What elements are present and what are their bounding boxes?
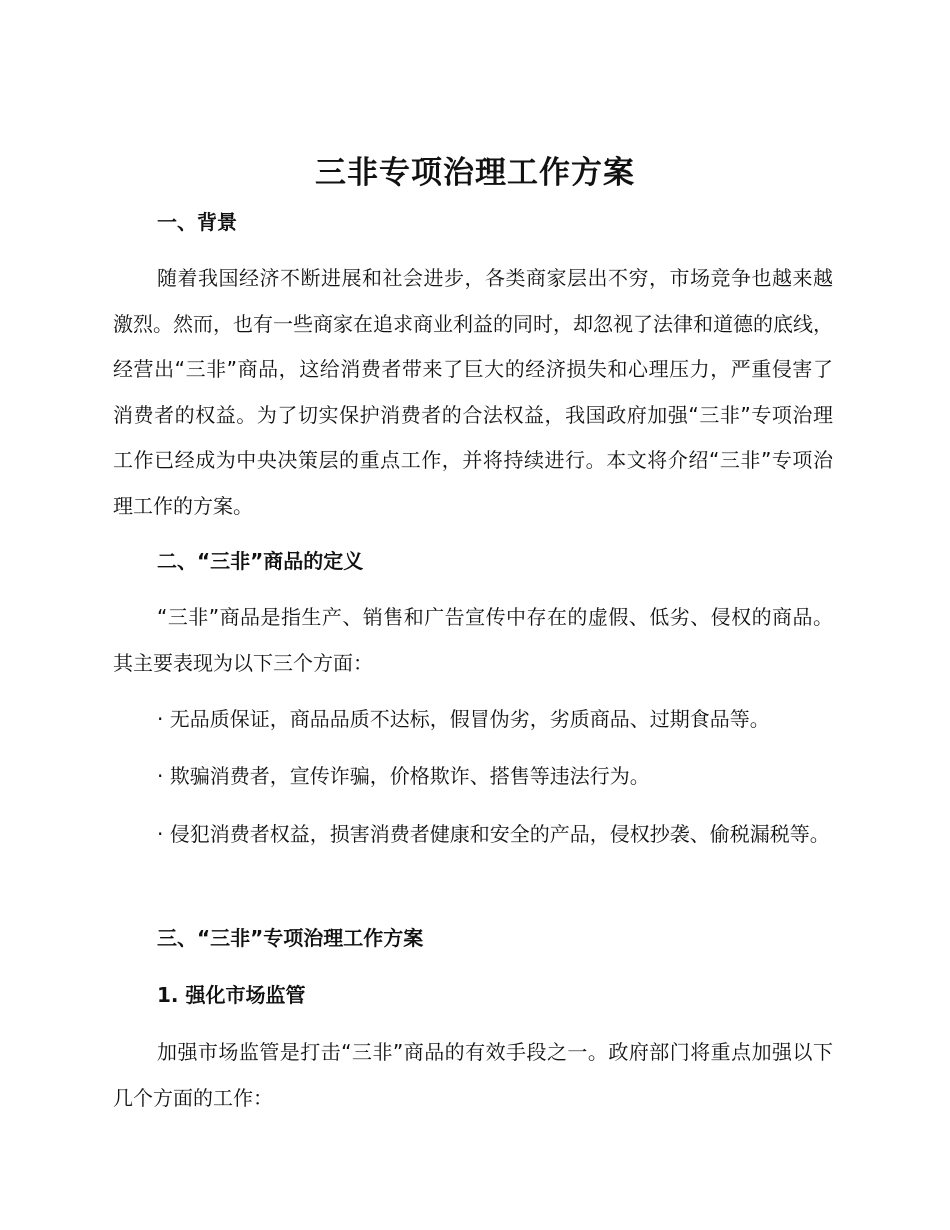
document-title: 三非专项治理工作方案 [315,155,635,191]
definition-bullet-1: · 无品质保证，商品品质不达标，假冒伪劣，劣质商品、过期食品等。 [157,707,770,731]
section-heading-background: 一、背景 [157,210,237,234]
definition-bullet-3: · 侵犯消费者权益，损害消费者健康和安全的产品，侵权抄袭、偷税漏税等。 [157,822,830,846]
section-heading-plan: 三、“三非”专项治理工作方案 [157,926,424,950]
plan-paragraph: 加强市场监管是打击“三非”商品的有效手段之一。政府部门将重点加强以下几个方面的工作： [113,1040,833,1110]
section-heading-definition: 二、“三非”商品的定义 [157,549,364,573]
definition-bullet-2: · 欺骗消费者，宣传诈骗，价格欺诈、搭售等违法行为。 [157,764,650,788]
definition-paragraph: “三非”商品是指生产、销售和广告宣传中存在的虚假、低劣、侵权的商品。其主要表现为以下三个方面： [113,605,833,675]
subsection-heading-market-supervision: 1. 强化市场监管 [157,983,306,1007]
background-paragraph: 随着我国经济不断进展和社会进步，各类商家层出不穷，市场竞争也越来越激烈。然而，也有一些商家在追求商业利益的同时，却忽视了法律和道德的底线，经营出“三非”商品，这给消费者带来了巨大的经济损失和心理压力，严重侵害了消费者的权益。为了切实保护消费者的合法权益，我国政府加强“三非”专项治理工作已经成为中央决策层的重点工作，并将持续进行。本文将介绍“三非”专项治理工作的方案。 [113,266,833,518]
